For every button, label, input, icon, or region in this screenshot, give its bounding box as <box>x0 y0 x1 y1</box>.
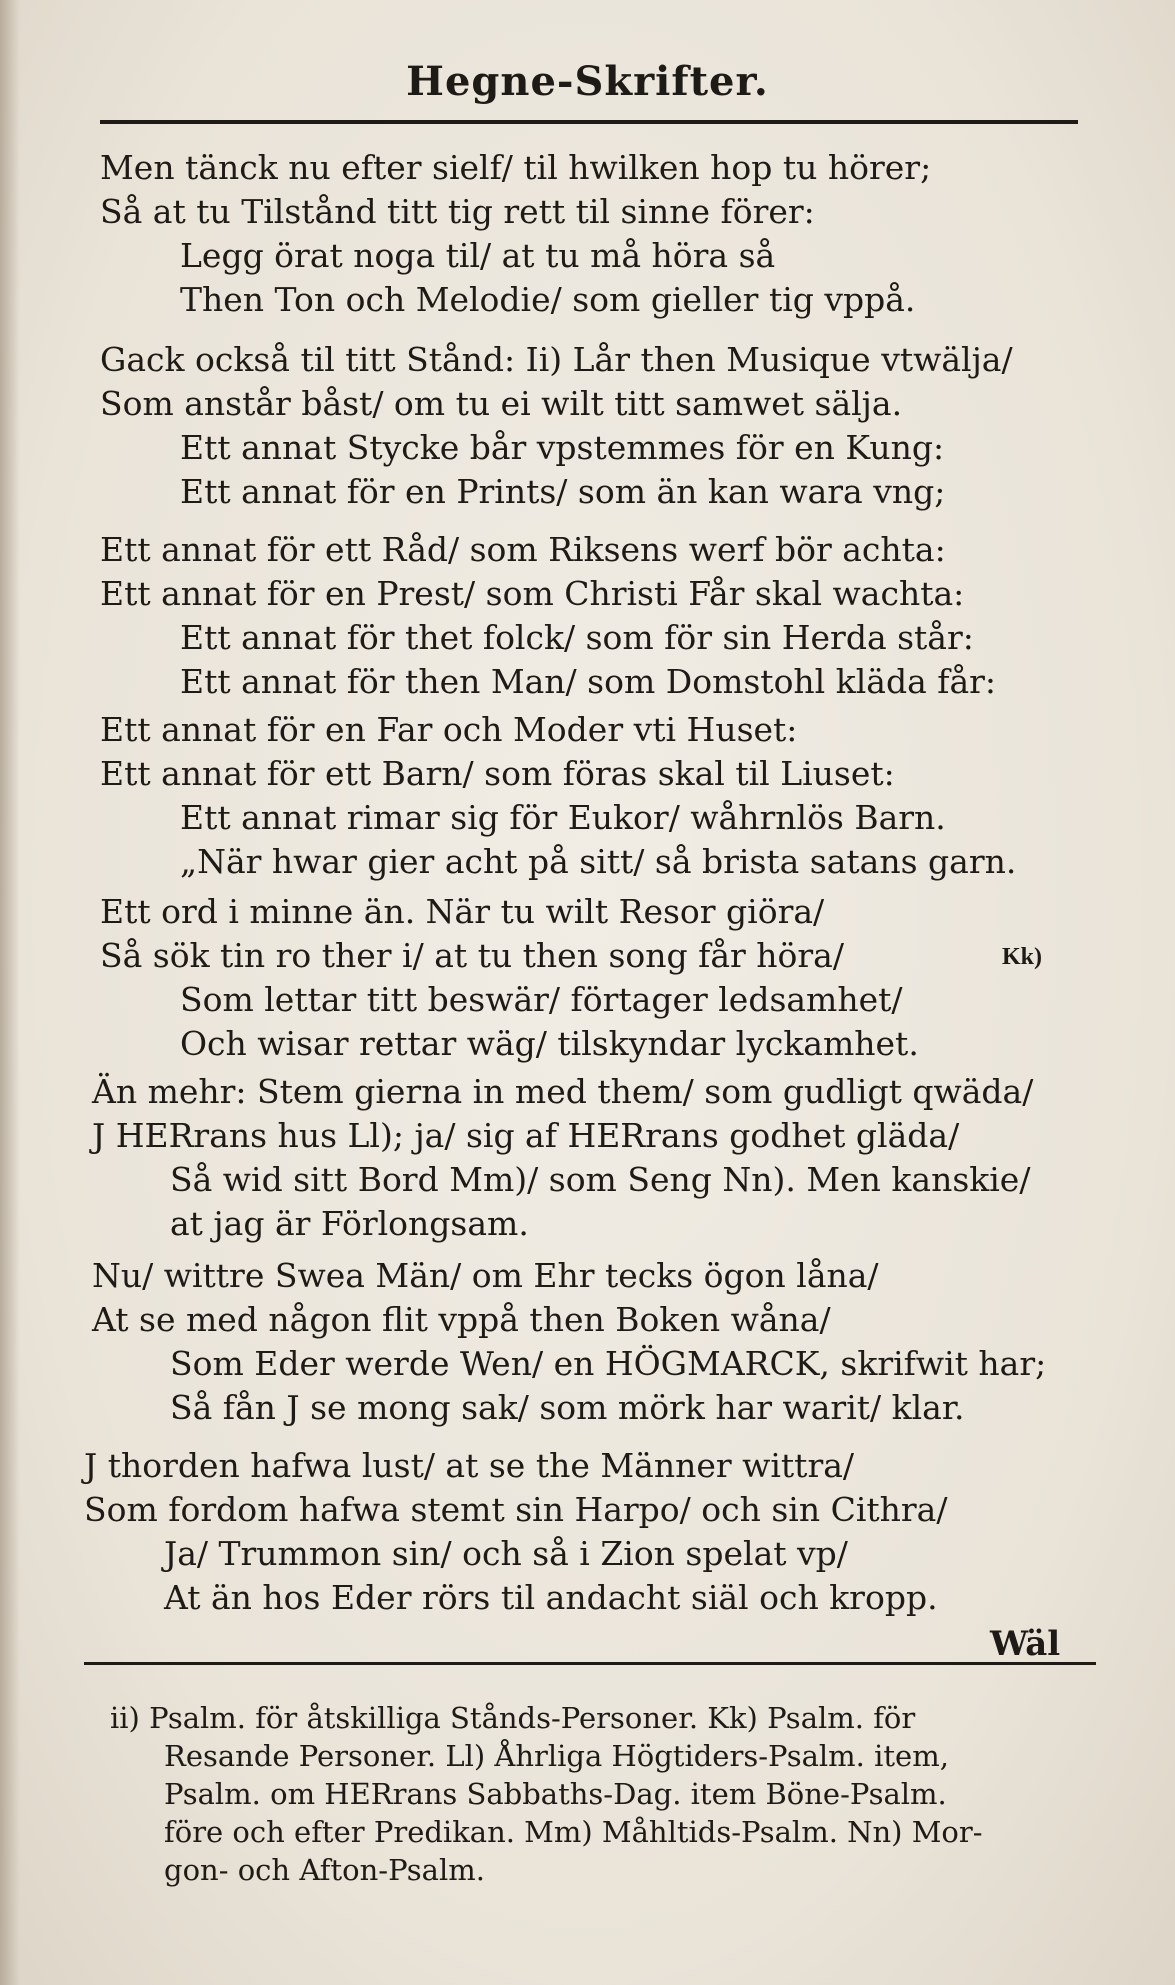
verse-line: at jag är Förlongsam. <box>170 1204 529 1243</box>
verse-line: Ja/ Trummon sin/ och så i Zion spelat vp/ <box>164 1534 848 1573</box>
verse-line: Ett annat för then Man/ som Domstohl kläda får: <box>180 662 997 701</box>
verse-line: Legg örat noga til/ at tu må höra så <box>180 236 776 275</box>
footnote-line: Psalm. om HERrans Sabbaths-Dag. item Böne-Psalm. <box>164 1777 947 1811</box>
footnote-line: ii) Psalm. för åtskilliga Stånds-Personer. Kk) Psalm. för <box>110 1701 916 1735</box>
verse-line: Som lettar titt beswär/ förtager ledsamhet/ <box>180 980 903 1019</box>
verse-line: Men tänck nu efter sielf/ til hwilken hop tu hörer; <box>100 148 932 187</box>
verse-line: Ett annat för en Prints/ som än kan wara vng; <box>180 472 946 511</box>
catchword: Wäl <box>990 1624 1061 1664</box>
verse-line: Gack också til titt Stånd: Ii) Lår then Musique vtwälja/ <box>100 340 1013 379</box>
verse-line: Ett annat för en Prest/ som Christi Får skal wachta: <box>100 574 965 613</box>
verse-line: Som anstår båst/ om tu ei wilt titt samwet sälja. <box>100 384 903 423</box>
verse-line: „När hwar gier acht på sitt/ så brista satans garn. <box>180 842 1017 881</box>
verse-line: Än mehr: Stem gierna in med them/ som gudligt qwäda/ <box>92 1072 1034 1111</box>
verse-line: Ett annat Stycke bår vpstemmes för en Kung: <box>180 428 945 467</box>
verse-line: J HERrans hus Ll); ja/ sig af HERrans godhet gläda/ <box>92 1116 960 1155</box>
footnote-rule <box>84 1662 1096 1665</box>
verse-line: J thorden hafwa lust/ at se the Männer wittra/ <box>84 1446 855 1485</box>
verse-line: Ett ord i minne än. När tu wilt Resor giöra/ <box>100 892 825 931</box>
verse-line: Ett annat för thet folck/ som för sin Herda står: <box>180 618 974 657</box>
footnote-line: före och efter Predikan. Mm) Måhltids-Psalm. Nn) Mor- <box>164 1815 983 1849</box>
margin-note: Kk) <box>1002 944 1043 970</box>
verse-line: Så fån J se mong sak/ som mörk har warit/ klar. <box>170 1388 965 1427</box>
verse-line: Nu/ wittre Swea Män/ om Ehr tecks ögon låna/ <box>92 1256 879 1295</box>
verse-line: Ett annat för ett Råd/ som Riksens werf bör achta: <box>100 530 946 569</box>
verse-line: Ett annat för ett Barn/ som föras skal til Liuset: <box>100 754 895 793</box>
footnote-line: Resande Personer. Ll) Åhrliga Högtiders-Psalm. item, <box>164 1739 949 1773</box>
verse-line: Ett annat för en Far och Moder vti Huset: <box>100 710 798 749</box>
verse-line: Ett annat rimar sig för Eukor/ wåhrnlös Barn. <box>180 798 946 837</box>
page-gutter-shadow <box>0 0 20 1985</box>
verse-line: At se med någon flit vppå then Boken wåna/ <box>92 1300 831 1339</box>
verse-line: At än hos Eder rörs til andacht siäl och kropp. <box>164 1578 938 1617</box>
verse-line: Som Eder werde Wen/ en HÖGMARCK, skrifwit har; <box>170 1344 1047 1383</box>
verse-line: Så at tu Tilstånd titt tig rett til sinne förer: <box>100 192 815 231</box>
running-header: Hegne-Skrifter. <box>406 58 769 105</box>
verse-line: Och wisar rettar wäg/ tilskyndar lyckamhet. <box>180 1024 919 1063</box>
verse-line: Som fordom hafwa stemt sin Harpo/ och sin Cithra/ <box>84 1490 948 1529</box>
verse-line: Så sök tin ro ther i/ at tu then song får höra/ <box>100 936 844 975</box>
header-rule <box>100 120 1078 124</box>
footnote-line: gon- och Afton-Psalm. <box>164 1853 485 1887</box>
verse-line: Then Ton och Melodie/ som gieller tig vppå. <box>180 280 916 319</box>
verse-line: Så wid sitt Bord Mm)/ som Seng Nn). Men kanskie/ <box>170 1160 1031 1199</box>
